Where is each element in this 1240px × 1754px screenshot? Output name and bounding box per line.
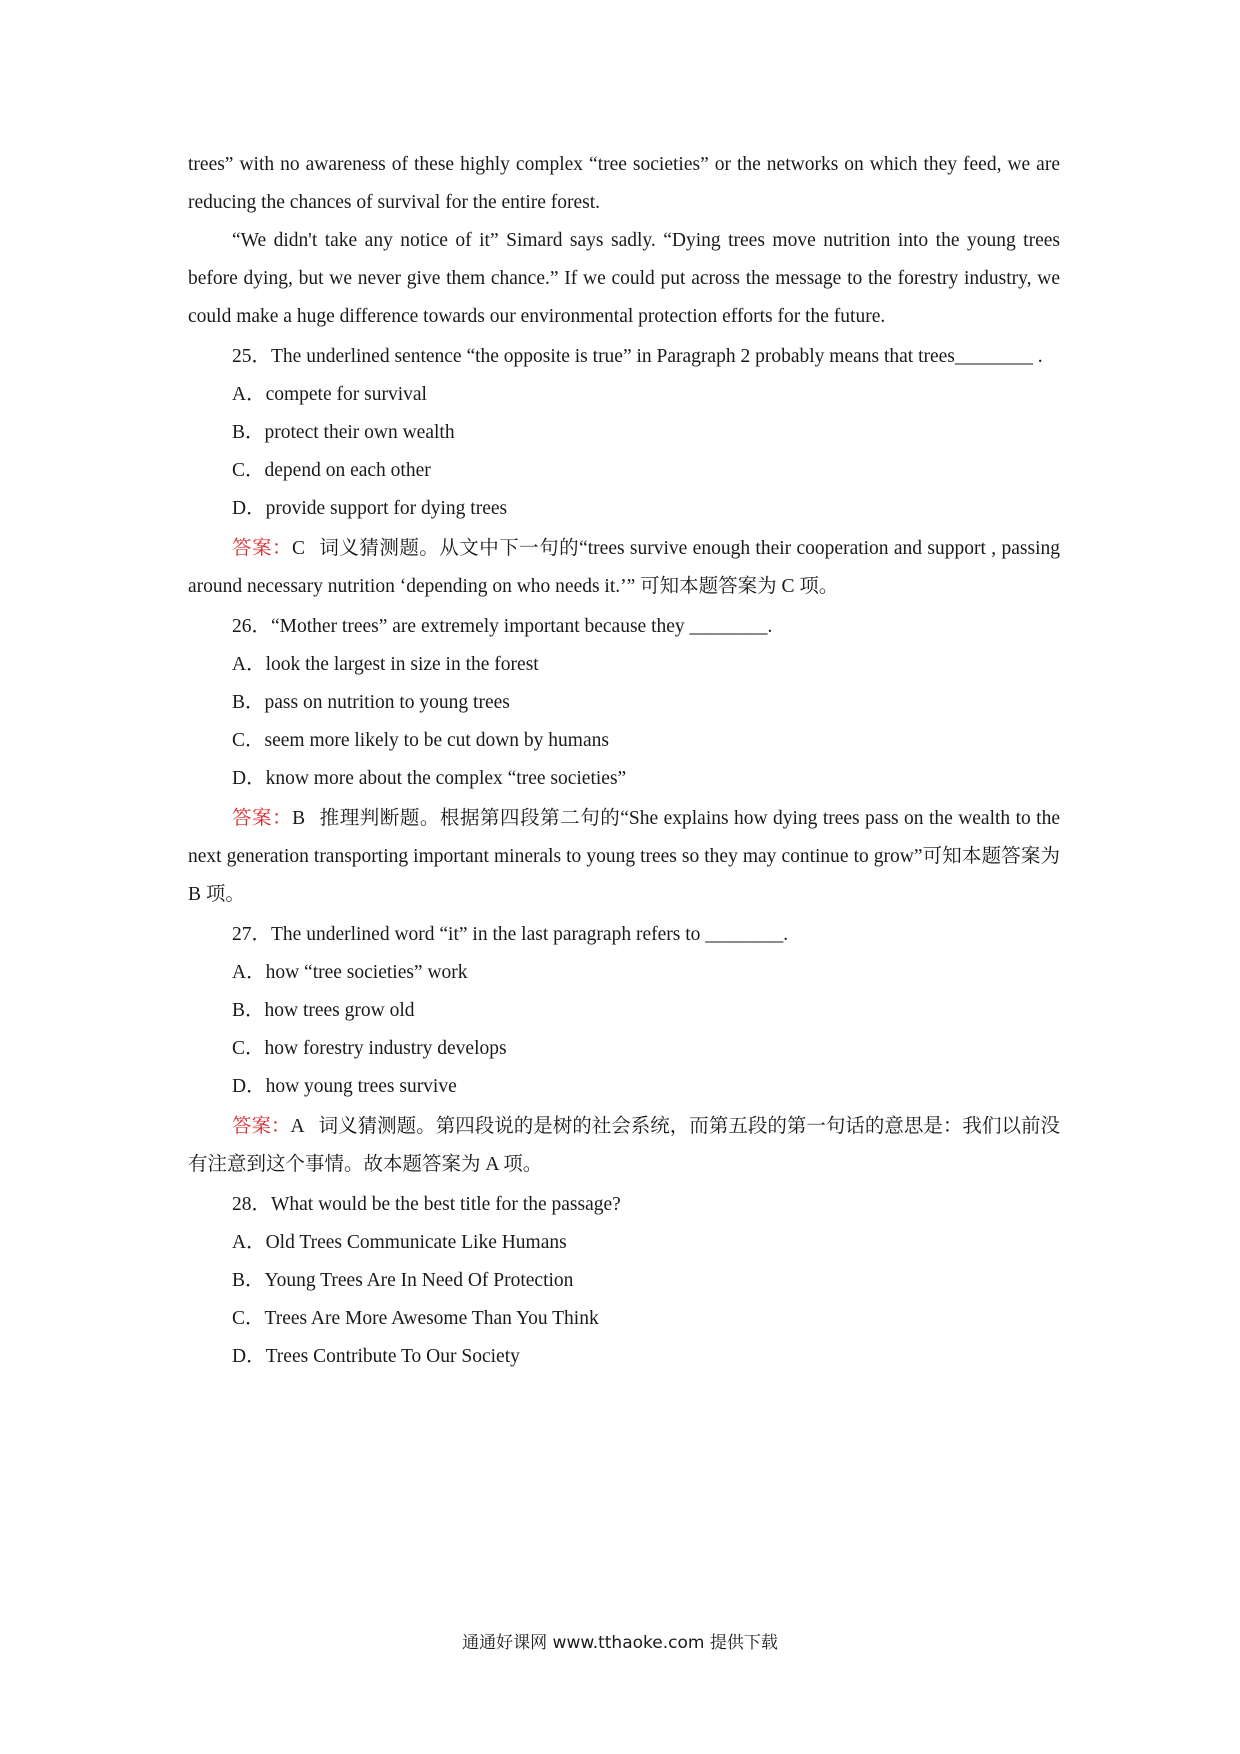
question-stem: 27．The underlined word “it” in the last paragraph refers to ________. xyxy=(232,924,789,945)
option-b: B．protect their own wealth xyxy=(232,422,455,443)
question-27 xyxy=(188,916,1060,1184)
option-c: C．Trees Are More Awesome Than You Think xyxy=(232,1308,599,1329)
question-28 xyxy=(188,1186,1060,1376)
option-d: D．know more about the complex “tree societies” xyxy=(232,768,627,789)
question-stem: 28．What would be the best title for the passage? xyxy=(232,1194,621,1215)
passage-paragraph-2: “We didn't take any notice of it” Simard says sadly. “Dying trees move nutrition into the young trees before dying, but we never give them chance.” If we could put across the message to the forestry industry, we could make a huge difference towards our environmental protection efforts for the future. xyxy=(188,230,1060,327)
answer-text: 词义猜测题。第四段说的是树的社会系统，而第五段的第一句话的意思是：我们以前没有注意到这个事情。故本题答案为 A 项。 xyxy=(188,1116,1060,1175)
question-26 xyxy=(188,608,1060,914)
document-page xyxy=(188,0,1060,1376)
option-c: C．seem more likely to be cut down by humans xyxy=(232,730,609,751)
page-footer: 通通好课网 www.tthaoke.com 提供下载 xyxy=(462,1633,778,1653)
answer-key: C xyxy=(291,538,305,559)
answer-label: 答案： xyxy=(232,808,293,829)
answer-label: 答案： xyxy=(232,1116,291,1137)
option-d: D．provide support for dying trees xyxy=(232,498,508,519)
option-a: A．how “tree societies” work xyxy=(232,962,468,983)
option-b: B．Young Trees Are In Need Of Protection xyxy=(232,1270,574,1291)
answer-explanation xyxy=(188,530,1060,606)
option-b: B．pass on nutrition to young trees xyxy=(232,692,510,713)
option-c: C．how forestry industry develops xyxy=(232,1038,507,1059)
answer-explanation xyxy=(188,1108,1060,1184)
option-a: A．compete for survival xyxy=(232,384,427,405)
option-b: B．how trees grow old xyxy=(232,1000,415,1021)
passage-paragraph-1: trees” with no awareness of these highly complex “tree societies” or the networks on which they feed, we are reducing the chances of survival for the entire forest. xyxy=(188,154,1060,213)
answer-explanation xyxy=(188,800,1060,914)
answer-text: 词义猜测题。从文中下一句的“trees survive enough their cooperation and support , passing around necessary nutrition ‘depending on who needs it.’” 可知本题答案为 C 项。 xyxy=(188,538,1060,597)
answer-key: B xyxy=(292,808,306,829)
option-a: A．Old Trees Communicate Like Humans xyxy=(232,1232,567,1253)
question-stem: 26．“Mother trees” are extremely important because they ________. xyxy=(232,616,773,637)
option-c: C．depend on each other xyxy=(232,460,431,481)
answer-label: 答案： xyxy=(232,538,292,559)
answer-text: 推理判断题。根据第四段第二句的“She explains how dying trees pass on the wealth to the next generation transporting important minerals to young trees so they may continue to grow”可知本题答案为 B 项。 xyxy=(188,808,1060,905)
answer-key: A xyxy=(290,1116,305,1137)
option-d: D．how young trees survive xyxy=(232,1076,457,1097)
option-a: A．look the largest in size in the forest xyxy=(232,654,539,675)
question-25 xyxy=(188,338,1060,606)
option-d: D．Trees Contribute To Our Society xyxy=(232,1346,520,1367)
question-stem: 25．The underlined sentence “the opposite is true” in Paragraph 2 probably means that trees________ . xyxy=(232,346,1043,367)
